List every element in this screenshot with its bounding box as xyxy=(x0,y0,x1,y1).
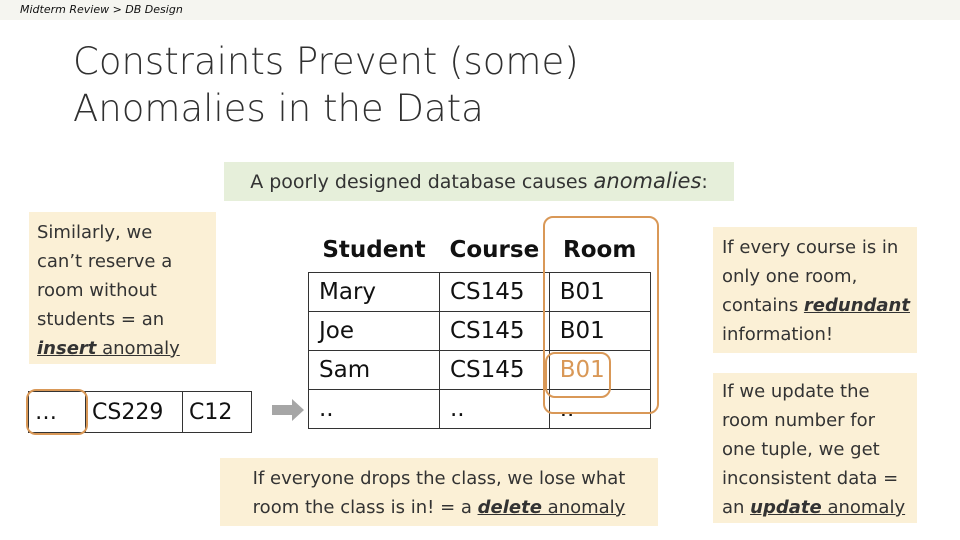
intro-callout xyxy=(224,162,734,201)
new-row-highlight xyxy=(26,389,88,435)
note-line: one tuple, we get xyxy=(722,439,880,460)
update-anomaly-note xyxy=(713,373,917,523)
breadcrumb-bar xyxy=(0,0,960,20)
table-cell: Mary xyxy=(309,273,440,312)
column-header: Student xyxy=(322,237,426,263)
redundancy-note xyxy=(713,227,917,353)
delete-emphasis: delete xyxy=(477,497,542,518)
table-cell: .. xyxy=(549,390,650,429)
redundant-emphasis: redundant xyxy=(803,295,910,316)
intro-end: : xyxy=(701,171,708,193)
table-cell: .. xyxy=(440,390,550,429)
note-line xyxy=(722,291,917,320)
breadcrumb: Midterm Review > DB Design xyxy=(20,3,183,16)
table-cell: CS145 xyxy=(440,351,550,390)
table-cell: CS145 xyxy=(440,273,550,312)
column-header: Course xyxy=(449,237,540,263)
table-cell: B01 xyxy=(549,273,650,312)
note-text: room the class is in! = a xyxy=(252,497,478,518)
note-text: an xyxy=(722,497,751,518)
title-line-1: Constraints Prevent (some) xyxy=(73,40,579,83)
note-line xyxy=(722,493,917,522)
table-cell: Sam xyxy=(309,351,440,390)
table-cell: CS145 xyxy=(440,312,550,351)
update-emphasis: update xyxy=(750,497,822,518)
note-line: If everyone drops the class, we lose what xyxy=(252,468,626,489)
note-line: can’t reserve a xyxy=(37,251,173,272)
arrow-right-icon xyxy=(272,399,306,421)
intro-text: A poorly designed database causes xyxy=(250,171,594,193)
table-cell: C12 xyxy=(183,392,252,433)
note-line: If we update the xyxy=(722,381,870,402)
table-cell: B01 xyxy=(549,312,650,351)
note-line xyxy=(37,334,216,363)
note-line: If every course is in xyxy=(722,237,899,258)
note-line xyxy=(220,493,658,522)
note-text: contains xyxy=(722,295,804,316)
note-line: Similarly, we xyxy=(37,222,153,243)
intro-emphasis: anomalies xyxy=(593,169,702,193)
delete-anomaly-note xyxy=(220,458,658,526)
column-header: Room xyxy=(563,237,637,263)
title-line-2: Anomalies in the Data xyxy=(73,87,484,130)
table-cell: .. xyxy=(309,390,440,429)
note-line: only one room, xyxy=(722,266,858,287)
note-line: students = an xyxy=(37,309,165,330)
note-line: inconsistent data = xyxy=(722,468,899,489)
note-line: room without xyxy=(37,280,157,301)
table-cell: CS229 xyxy=(86,392,183,433)
table-cell: B01 xyxy=(549,351,650,390)
table-cell: … xyxy=(29,392,86,433)
insert-anomaly-note xyxy=(29,212,216,364)
note-line: room number for xyxy=(722,410,876,431)
note-line: information! xyxy=(722,324,834,345)
note-tail: anomaly xyxy=(541,497,626,518)
note-tail: anomaly xyxy=(96,338,180,359)
slide-title xyxy=(73,38,893,132)
updated-cell-highlight xyxy=(545,352,611,398)
table-cell: Joe xyxy=(309,312,440,351)
insert-emphasis: insert xyxy=(37,338,97,359)
note-tail: anomaly xyxy=(821,497,906,518)
